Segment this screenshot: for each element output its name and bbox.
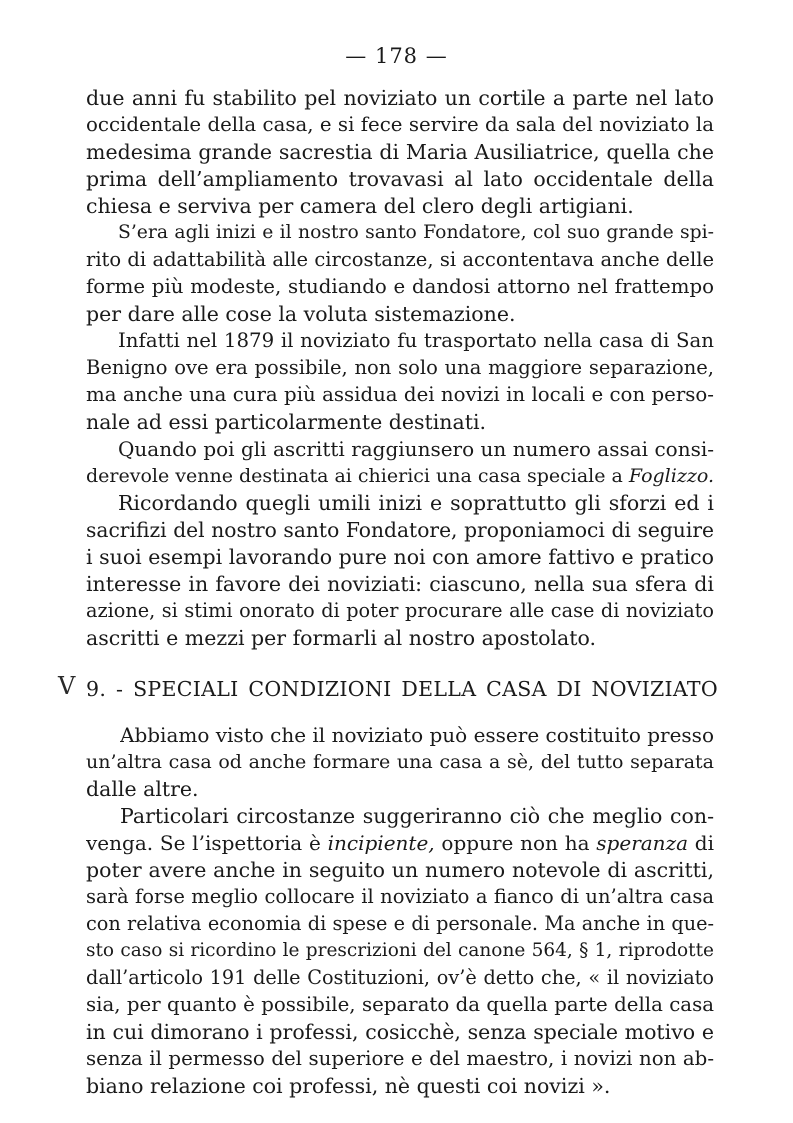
text-line: poter avere anche in seguito un numero notevole di ascritti, [86, 858, 714, 882]
text-line: per dare alle cose la voluta sistemazione. [86, 302, 516, 326]
text-span: venga. Se l’ispettoria è [86, 831, 328, 855]
text-span: oppure non ha [434, 831, 597, 855]
emphasis: incipiente, [327, 831, 435, 855]
text-span: di [688, 831, 714, 855]
text-line: i suoi esempi lavorando pure noi con amore fattivo e pratico [86, 545, 714, 569]
text-line: sto caso si ricordino le prescrizioni del canone 564, § 1, riprodotte [86, 940, 714, 961]
text-line: ascritti e mezzi per formarli al nostro apostolato. [86, 626, 596, 650]
text-line: chiesa e serviva per camera del clero degli artigiani. [86, 194, 634, 218]
text-line [86, 463, 714, 489]
text-line: nale ad essi particolarmente destinati. [86, 410, 487, 434]
text-line: S’era agli inizi e il nostro santo Fondatore, col suo grande spi- [118, 222, 714, 243]
emphasis: speranza [596, 831, 689, 855]
text-line: biano relazione coi professi, nè questi coi novizi ». [86, 1074, 611, 1098]
text-span: derevole venne destinata ai chierici una casa speciale a [86, 465, 629, 487]
text-line: Particolari circostanze suggeriranno ciò che meglio con- [120, 804, 714, 828]
text-line: interesse in favore dei noviziati: ciascuno, nella sua sfera di [86, 572, 714, 596]
place-name: Foglizzo. [628, 465, 714, 487]
text-line: forme più modeste, studiando e dandosi attorno nel frattempo [86, 275, 714, 298]
text-line: dalle altre. [86, 777, 199, 801]
text-line: sia, per quanto è possibile, separato da quella parte della casa [86, 993, 714, 1016]
text-line: azione, si stimi onorato di poter procurare alle case di noviziato [86, 599, 714, 622]
text-line: medesima grande sacrestia di Maria Ausiliatrice, quella che [86, 140, 714, 164]
text-line: senza il permesso del superiore e del maestro, i novizi non ab- [86, 1047, 714, 1070]
text-line: Benigno ove era possibile, non solo una maggiore separazione, [86, 356, 714, 379]
text-line: sacrifizi del nostro santo Fondatore, proponiamoci di seguire [86, 518, 714, 542]
text-line: in cui dimorano i professi, cosicchè, senza speciale motivo e [86, 1020, 714, 1044]
text-line: ma anche una cura più assidua dei novizi in locali e con perso- [86, 383, 714, 406]
page-number: — 178 — [345, 44, 448, 68]
handwritten-check-mark: V [58, 672, 76, 700]
text-line: Infatti nel 1879 il noviziato fu trasportato nella casa di San [118, 329, 714, 352]
text-line: un’altra casa od anche formare una casa a sè, del tutto separata [86, 751, 714, 773]
text-line [86, 830, 714, 856]
text-line: con relativa economia di spese e di personale. Ma anche in que- [86, 912, 714, 935]
text-line: due anni fu stabilito pel noviziato un cortile a parte nel lato [86, 86, 714, 110]
text-line: Abbiamo visto che il noviziato può essere costituito presso [120, 723, 714, 747]
section-heading: 9. - SPECIALI CONDIZIONI DELLA CASA DI NOVIZIATO [86, 677, 718, 701]
text-line: rito di adattabilità alle circostanze, si accontentava anche delle [86, 248, 714, 271]
text-line: Quando poi gli ascritti raggiunsero un numero assai consi- [118, 437, 714, 461]
text-line: dall’articolo 191 delle Costituzioni, ov’è detto che, « il noviziato [86, 966, 714, 989]
text-line: Ricordando quegli umili inizi e soprattutto gli sforzi ed i [118, 491, 714, 515]
text-line: sarà forse meglio collocare il noviziato a fianco di un’altra casa [86, 885, 714, 908]
text-line: prima dell’ampliamento trovavasi al lato occidentale della [86, 167, 714, 191]
text-line: occidentale della casa, e si fece servire da sala del noviziato la [86, 113, 714, 136]
